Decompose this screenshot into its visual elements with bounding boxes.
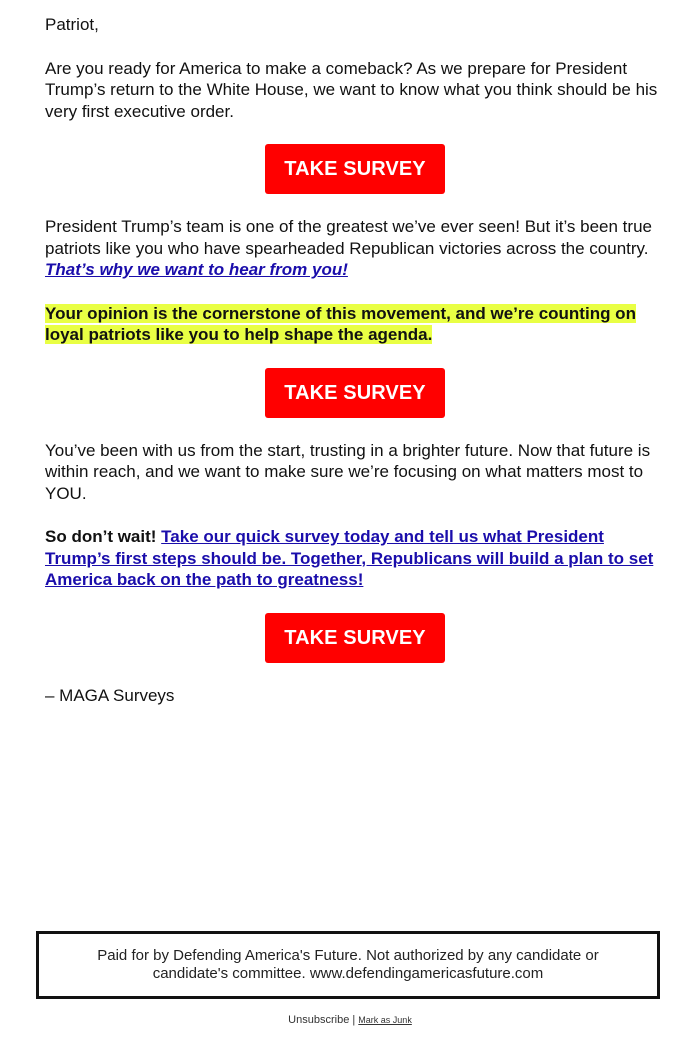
quick-survey-link[interactable]: Take our quick survey today and tell us what President Trump’s first steps should be. Together, Republicans will build a plan to set America back on the path to greatness! bbox=[45, 527, 654, 589]
highlighted-text: Your opinion is the cornerstone of this movement, and we’re counting on loyal patriots like you to help shape the agenda. bbox=[45, 303, 636, 344]
team-paragraph-text: President Trump’s team is one of the greatest we’ve ever seen! But it’s been true patriots like you who have spearheaded Republican victories across the country. bbox=[45, 217, 652, 258]
disclaimer-text: Paid for by Defending America's Future. Not authorized by any candidate or candidate's committee. www.defendingamericasfuture.com bbox=[97, 947, 599, 982]
take-survey-button-2[interactable]: TAKE SURVEY bbox=[265, 368, 445, 418]
highlight-paragraph bbox=[45, 303, 665, 346]
intro-paragraph: Are you ready for America to make a comeback? As we prepare for President Trump’s return to the White House, we want to know what you think should be his very first executive order. bbox=[45, 58, 658, 121]
unsubscribe-link[interactable]: Unsubscribe bbox=[288, 1014, 350, 1026]
take-survey-button-3[interactable]: TAKE SURVEY bbox=[265, 613, 445, 663]
separator: | bbox=[352, 1014, 356, 1026]
dont-wait-text: So don’t wait! bbox=[45, 527, 157, 546]
unsubscribe-bar bbox=[0, 1014, 700, 1026]
survey-button-container-1 bbox=[45, 144, 665, 194]
signature: – MAGA Surveys bbox=[45, 685, 175, 705]
greeting: Patriot, bbox=[45, 15, 99, 34]
take-survey-button-1[interactable]: TAKE SURVEY bbox=[265, 144, 445, 194]
future-paragraph: You’ve been with us from the start, trusting in a brighter future. Now that future is within reach, and we want to make sure we’re focusing on what matters most to YOU. bbox=[45, 440, 651, 503]
email-body bbox=[45, 14, 665, 728]
survey-button-container-2 bbox=[45, 368, 665, 418]
call-to-action-paragraph bbox=[45, 526, 665, 591]
survey-button-container-3 bbox=[45, 613, 665, 663]
mark-as-junk-link[interactable]: Mark as Junk bbox=[358, 1015, 412, 1025]
disclaimer-box bbox=[36, 931, 660, 999]
team-paragraph bbox=[45, 216, 665, 281]
hear-from-you-link[interactable]: That’s why we want to hear from you! bbox=[45, 260, 348, 279]
